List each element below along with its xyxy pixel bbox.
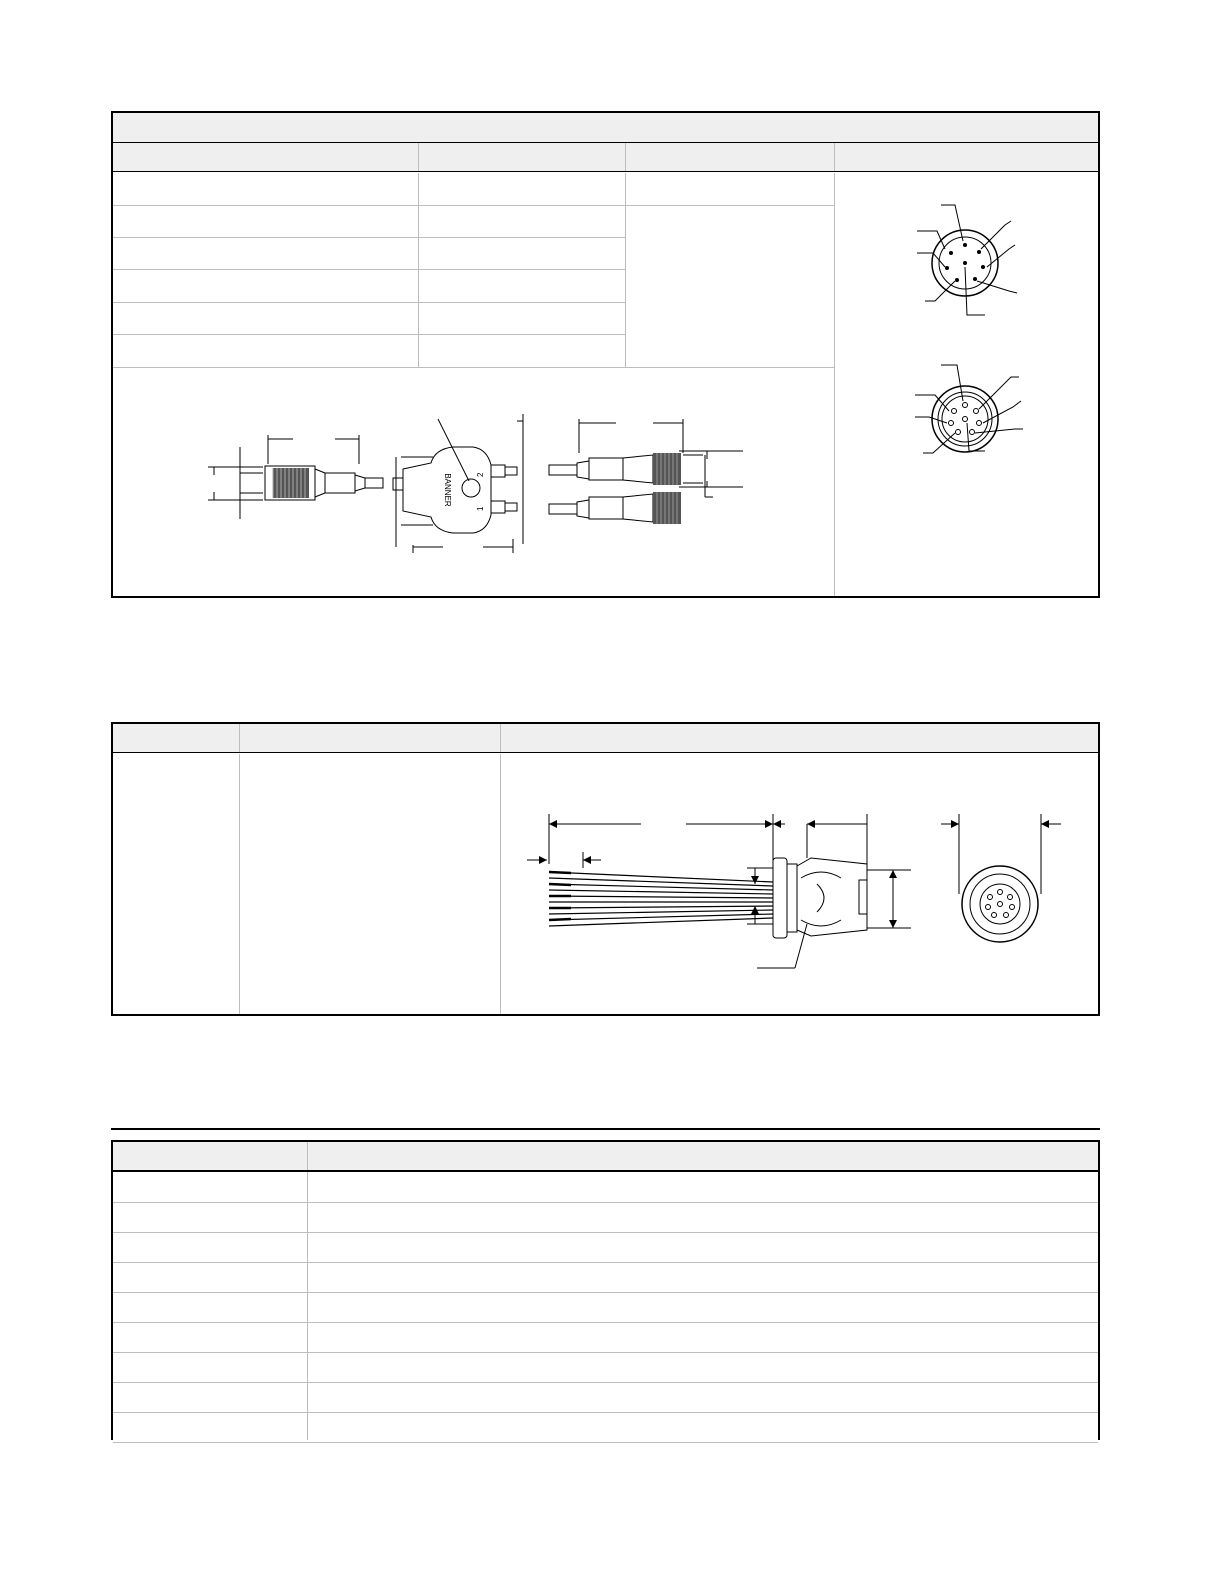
table-row [113,1292,1098,1323]
table-1 [111,111,1100,598]
table-row [113,1382,1098,1413]
table-3-body [113,1172,1098,1440]
table-3-header-cell [113,1142,308,1170]
splitter-body-icon [393,414,523,553]
table-2 [111,722,1100,1016]
table-3-top-rule [111,1128,1100,1130]
table-row [113,1322,1098,1353]
male-pinout-icon [917,205,1017,315]
female-connectors-icon [549,419,743,524]
table-row [113,1412,1098,1443]
table-1-header-cell [626,143,835,171]
table-2-header-cell [501,724,1098,752]
table-3 [111,1140,1100,1440]
splitter-cable-drawing [113,369,834,596]
table-row [113,173,834,205]
brand-label: BANNER [443,473,452,507]
table-3-header-row [113,1142,1098,1172]
table-1-header-row [113,143,1098,172]
pinout-diagram [835,173,1098,596]
table-1-body [113,173,834,368]
table-2-header-cell [240,724,501,752]
table-2-header-row [113,724,1098,753]
male-connector-icon [208,435,383,519]
table-1-header-cell [113,143,419,171]
port-1-label: 1 [476,506,485,511]
table-1-header-cell [419,143,626,171]
table-row [113,1232,1098,1263]
female-pinout-icon [915,365,1023,453]
connector-face-icon [962,866,1038,942]
table-row [113,1262,1098,1293]
panel-mount-connector-drawing [501,754,1098,1014]
table-row [113,1352,1098,1383]
table-2-header-cell [113,724,240,752]
table-1-title [113,113,1098,143]
table-row [113,1172,1098,1203]
table-row [113,1202,1098,1233]
port-2-label: 2 [476,472,485,477]
table-1-header-cell [835,143,1098,171]
table-3-header-cell [308,1142,1098,1170]
